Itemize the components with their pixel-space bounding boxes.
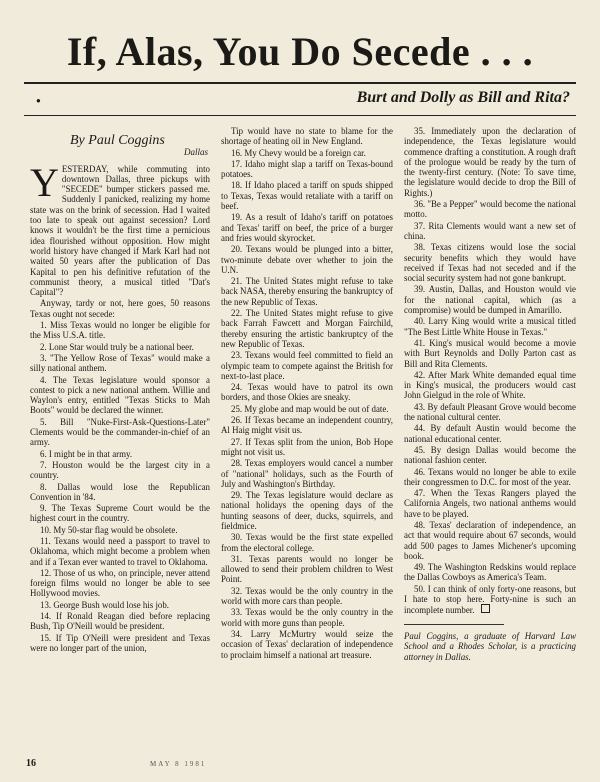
paragraph: 39. Austin, Dallas, and Houston would vie for the national capital, which (as a compromise) would be dumped in Amarillo. bbox=[404, 284, 576, 316]
end-mark bbox=[481, 604, 490, 613]
paragraph: 17. Idaho might slap a tariff on Texas-bound potatoes. bbox=[221, 158, 393, 180]
paragraph: 40. Larry King would write a musical titled "The Best Little White House in Texas." bbox=[404, 316, 576, 337]
paragraph: 19. As a result of Idaho's tariff on potatoes and Texas' tariff on beef, the price of a burger and fries would skyrocket. bbox=[221, 212, 393, 243]
dateline: Dallas bbox=[183, 147, 208, 158]
drop-cap: Y bbox=[30, 159, 59, 205]
byline: By Paul Coggins bbox=[70, 133, 165, 148]
paragraph: 16. My Chevy would be a foreign car. bbox=[231, 147, 366, 158]
paragraph: 44. By default Austin would become the national educational center. bbox=[404, 423, 576, 444]
paragraph: 33. Texas would be the only country in the world with more guns than people. bbox=[221, 607, 393, 628]
paragraph: 50. I can think of only forty-one reasons, but I hate to stop here. Forty-nine is such an incomplete number. bbox=[404, 583, 576, 616]
paragraph: Tip would have no state to blame for the shortage of heating oil in New England. bbox=[221, 126, 393, 147]
paragraph: 21. The United States might refuse to take back NASA, thereby ensuring the bankruptcy of the new Republic of Texas. bbox=[221, 276, 393, 307]
paragraph: 22. The United States might refuse to give back Farrah Fawcett and Morgan Fairchild, thereby ensuring the artistic bankruptcy of the new Republic of Texas. bbox=[221, 308, 393, 349]
bio-rule bbox=[404, 624, 504, 625]
paragraph: 14. If Ronald Reagan died before replacing Bush, Tip O'Neill would be president. bbox=[30, 611, 210, 632]
paragraph: 25. My globe and map would be out of date. bbox=[231, 403, 389, 414]
column-2 bbox=[221, 126, 393, 661]
column-2-body bbox=[221, 126, 393, 660]
paragraph: 42. After Mark White demanded equal time in King's musical, the producers would cast John Gielgud in the role of White. bbox=[404, 369, 576, 401]
paragraph: 28. Texas employers would cancel a number of "national" holidays, such as the Fourth of July and Washington's Birthday. bbox=[221, 458, 393, 489]
paragraph: 8. Dallas would lose the Republican Convention in '84. bbox=[30, 481, 210, 502]
paragraph: 48. Texas' declaration of independence, an act that would require about 67 seconds, would add 500 pages to James Michener's upcoming book. bbox=[404, 519, 576, 561]
paragraph: 24. Texas would have to patrol its own borders, and those Okies are sneaky. bbox=[221, 382, 393, 403]
lead-paragraph bbox=[30, 159, 210, 298]
paragraph: 37. Rita Clements would want a new set of china. bbox=[404, 220, 576, 241]
paragraph: 34. Larry McMurtry would seize the occasion of Texas' declaration of independence to proclaim himself a national art treasure. bbox=[221, 628, 393, 660]
paragraph: 46. Texans would no longer be able to exile their congressmen to D.C. for most of the year. bbox=[404, 466, 576, 487]
page-number: 16 bbox=[26, 758, 36, 769]
paragraph: 23. Texans would feel committed to field an olympic team to compete against the British for next-to-last place. bbox=[221, 350, 393, 381]
paragraph: 43. By default Pleasant Grove would become the national cultural center. bbox=[404, 401, 576, 423]
paragraph: 18. If Idaho placed a tariff on spuds shipped to Texas, Texas would retaliate with a tariff on beef. bbox=[221, 180, 393, 212]
paragraph: 12. Those of us who, on principle, never attend foreign films would no longer be able to see Hollywood movies. bbox=[30, 567, 210, 599]
lead-text: ESTERDAY, while commuting into downtown Dallas, three pickups with "SECEDE" bumper stickers passed me. Suddenly I panicked, realizing my home state was on the brink of secession. Had I waited too late to speak out against secession? Lord knows it wouldn't be the first time a pernicious idea flourished without opposition. How might world history have changed if Mark Karl had not waited 50 years after the publication of Das Kapital to pen his definitive refutation of the communist theory, a musical titled "Dat's Capital"? bbox=[30, 163, 210, 298]
paragraph: 15. If Tip O'Neill were president and Texas were no longer part of the union, bbox=[30, 632, 210, 653]
top-rule bbox=[24, 82, 576, 84]
paragraph: 11. Texans would need a passport to travel to Oklahoma, which might become a problem when and if a Texan ever wanted to travel to Oklahoma. bbox=[30, 535, 210, 567]
paragraph: 32. Texas would be the only country in the world with more cars than people. bbox=[221, 585, 393, 607]
column-1 bbox=[30, 126, 210, 654]
paragraph: 7. Houston would be the largest city in a country. bbox=[30, 459, 210, 481]
subhead: Burt and Dolly as Bill and Rita? bbox=[356, 89, 570, 106]
paragraph: 45. By design Dallas would become the national fashion center. bbox=[404, 444, 576, 466]
author-bio: Paul Coggins, a graduate of Harvard Law School and a Rhodes Scholar, is a practicing attorney in Dallas. bbox=[404, 630, 576, 662]
paragraph: 41. King's musical would become a movie with Burt Reynolds and Dolly Parton cast as Bill and Rita Clements. bbox=[404, 337, 576, 369]
paragraph: 10. My 50-star flag would be obsolete. bbox=[40, 524, 178, 535]
footer-stamp: MAY 8 1981 bbox=[150, 760, 207, 768]
paragraph: 26. If Texas became an independent country, Al Haig might visit us. bbox=[221, 415, 393, 436]
bottom-rule bbox=[24, 115, 576, 116]
headline: If, Alas, You Do Secede . . . bbox=[66, 29, 534, 74]
paragraph: 35. Immediately upon the declaration of independence, the Texas legislature would commence drafting a constitution. A rough draft of the prologue would be ready by the turn of the twenty-first century. (Note: To save time, the legislature would decide to drop the Bill of Rights.) bbox=[404, 126, 576, 198]
paragraph: 27. If Texas split from the union, Bob Hope might not visit us. bbox=[221, 436, 393, 457]
paragraph: Anyway, tardy or not, here goes, 50 reasons Texas ought not secede: bbox=[30, 298, 210, 319]
paragraph: 30. Texas would be the first state expelled from the electoral college. bbox=[221, 532, 393, 553]
paragraph: 13. George Bush would lose his job. bbox=[40, 599, 170, 610]
paragraph: 49. The Washington Redskins would replace the Dallas Cowboys as America's Team. bbox=[404, 562, 576, 583]
column-3 bbox=[404, 126, 576, 663]
paragraph: 5. Bill "Nuke-First-Ask-Questions-Later" Clements would be the commander-in-chief of an army. bbox=[30, 416, 210, 448]
paragraph: 9. The Texas Supreme Court would be the highest court in the country. bbox=[30, 503, 210, 524]
paragraph: 47. When the Texas Rangers played the California Angels, two national anthems would have to be played. bbox=[404, 488, 576, 519]
paragraph: 4. The Texas legislature would sponsor a contest to pick a new national anthem. Willie and Waylon's entry, entitled "Texas Sticks to Mah Boots" would be declared the winner. bbox=[30, 374, 210, 416]
paragraph: 2. Lone Star would truly be a national beer. bbox=[40, 341, 194, 352]
bullet-mark: ● bbox=[36, 96, 41, 105]
column-3-body bbox=[404, 126, 576, 616]
paragraph: 1. Miss Texas would no longer be eligible for the Miss U.S.A. title. bbox=[30, 320, 210, 341]
column-1-body bbox=[30, 298, 210, 653]
paragraph: 6. I might be in that army. bbox=[40, 448, 133, 459]
paragraph: 29. The Texas legislature would declare as national holidays the opening days of the hunting seasons of deer, ducks, squirrels, and fieldmice. bbox=[221, 490, 393, 531]
paragraph: 20. Texans would be plunged into a bitter, two-minute debate over whether to join the U.N. bbox=[221, 244, 393, 275]
paragraph: 31. Texas parents would no longer be allowed to send their problem children to West Point. bbox=[221, 553, 393, 585]
paragraph: 3. "The Yellow Rose of Texas" would make a silly national anthem. bbox=[30, 352, 210, 374]
paragraph: 36. "Be a Pepper" would become the national motto. bbox=[404, 199, 576, 220]
paragraph: 38. Texas citizens would lose the social security benefits which they would have received if Texas had not seceded and if the social security system had not gone bankrupt. bbox=[404, 242, 576, 284]
